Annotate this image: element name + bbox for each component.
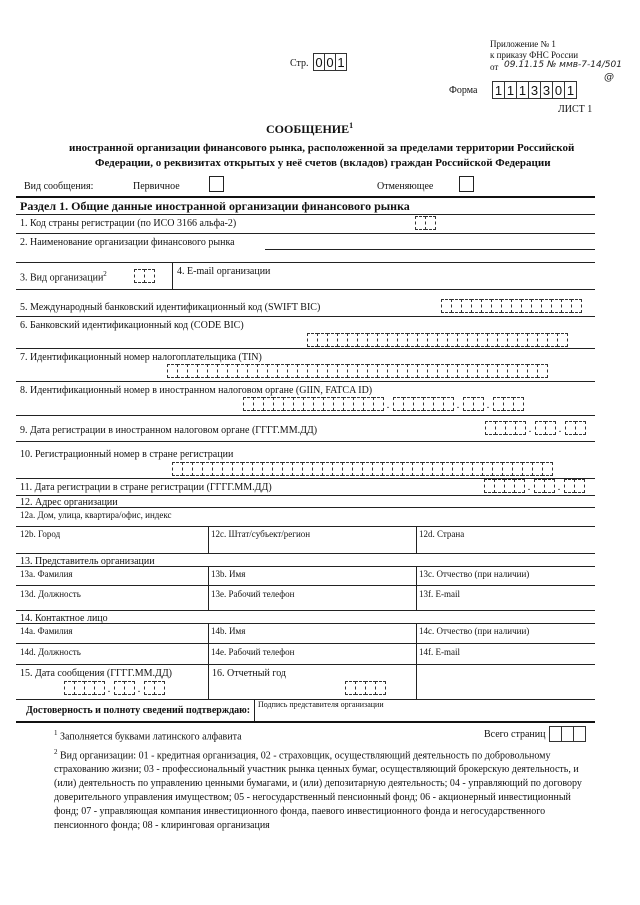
field-14e-label: 14e. Рабочий телефон bbox=[211, 647, 295, 657]
message-type-cancel-label: Отменяющее bbox=[377, 181, 434, 192]
appendix-handwritten-date: 09.11.15 № ммв-7-14/501 bbox=[504, 60, 622, 70]
field-16-year-cells[interactable] bbox=[345, 681, 385, 697]
form-digit: 1 bbox=[564, 81, 577, 99]
field-8-giin-cells[interactable]: . . . bbox=[243, 397, 523, 413]
appendix-line-2: к приказу ФНС России bbox=[490, 50, 579, 60]
message-type-primary-checkbox[interactable] bbox=[209, 176, 224, 192]
row-divider bbox=[16, 553, 595, 554]
footnote-2-line: доверительного управления имуществом; 05 - негосударственный пенсионный фонд; 06 - акционерный инвестиционный bbox=[54, 792, 571, 804]
row-divider bbox=[16, 289, 595, 290]
footnote-2-mark: 2 bbox=[54, 748, 58, 756]
row-divider bbox=[16, 585, 595, 586]
form-digit: 3 bbox=[540, 81, 553, 99]
col-divider bbox=[208, 623, 209, 664]
row-divider bbox=[16, 495, 595, 496]
footnote-2-line: фонд; 07 - управляющая компания инвестиционного фонда, паевого инвестиционного фонда и негосударственного bbox=[54, 806, 546, 818]
appendix-mark: @ bbox=[604, 72, 614, 83]
field-9-date-cells[interactable]: . . bbox=[485, 421, 585, 437]
col-divider bbox=[208, 664, 209, 699]
field-1-label: 1. Код страны регистрации (по ИСО 3166 альфа-2) bbox=[20, 218, 237, 229]
field-16-label: 16. Отчетный год bbox=[212, 668, 287, 679]
form-label: Форма bbox=[449, 85, 478, 96]
footnote-2-line: страхованию жизни; 03 - профессиональный участник рынка ценных бумаг, осуществляющий брокерскую деятельность, и bbox=[54, 764, 579, 776]
title-footnote-mark: 1 bbox=[349, 121, 354, 130]
field-10-label: 10. Регистрационный номер в стране регистрации bbox=[20, 449, 234, 460]
field-14f-label: 14f. E-mail bbox=[419, 647, 460, 657]
total-pages-cells[interactable] bbox=[549, 726, 585, 742]
row-divider bbox=[16, 233, 595, 234]
document-title: СООБЩЕНИЕ$^1$ bbox=[266, 121, 354, 136]
col-divider bbox=[208, 566, 209, 610]
form-digit: 1 bbox=[492, 81, 505, 99]
field-5-label: 5. Международный банковский идентификационный код (SWIFT BIC) bbox=[20, 302, 321, 313]
page-number-cells[interactable] bbox=[313, 53, 346, 71]
footnote-2-line: $^2$ Вид организации: 01 - кредитная организация, 02 - страховщик, осуществляющий деятельность по добровольному bbox=[54, 748, 551, 762]
field-2-label: 2. Наименование организации финансового рынка bbox=[20, 237, 235, 248]
form-digit: 1 bbox=[504, 81, 517, 99]
field-13f-label: 13f. E-mail bbox=[419, 589, 460, 599]
field-3-label: 3. Вид организации$^2$ bbox=[20, 270, 107, 284]
row-divider bbox=[16, 316, 595, 317]
field-14c-label: 14c. Отчество (при наличии) bbox=[419, 626, 530, 636]
field-3-org-type-cells[interactable] bbox=[134, 269, 154, 285]
col-divider bbox=[416, 526, 417, 553]
row-divider bbox=[16, 664, 595, 665]
col-divider bbox=[208, 526, 209, 553]
confirm-label: Достоверность и полноту сведений подтверждаю: bbox=[26, 705, 251, 716]
field-15-date-cells[interactable]: . . bbox=[64, 681, 164, 697]
field-12a-label: 12a. Дом, улица, квартира/офис, индекс bbox=[20, 510, 172, 520]
field-14a-label: 14a. Фамилия bbox=[20, 626, 73, 636]
form-digit: 1 bbox=[516, 81, 529, 99]
row-divider bbox=[16, 566, 595, 567]
row-divider bbox=[16, 348, 595, 349]
row-divider bbox=[16, 610, 595, 611]
section-bottom-rule bbox=[16, 721, 595, 723]
field-8-label: 8. Идентификационный номер в иностранном налоговом органе (GIIN, FATCA ID) bbox=[20, 385, 373, 396]
footnote-1: $^1$ Заполняется буквами латинского алфавита bbox=[54, 729, 242, 743]
sheet-label: ЛИСТ 1 bbox=[558, 104, 593, 115]
field-13-label: 13. Представитель организации bbox=[20, 556, 155, 567]
field-7-tin-cells[interactable] bbox=[167, 364, 547, 380]
field-14-label: 14. Контактное лицо bbox=[20, 613, 108, 624]
signature-label: Подпись представителя организации bbox=[258, 700, 384, 709]
footnote-2-line: (или) деятельность по управлению ценными бумагами, и (или) депозитарную деятельность; 04 - управляющий по договору bbox=[54, 778, 582, 790]
row-divider bbox=[16, 526, 595, 527]
row-divider bbox=[16, 623, 595, 624]
field-11-label: 11. Дата регистрации в стране регистрации (ГГГГ.ММ.ДД) bbox=[20, 482, 272, 493]
appendix-line-3-prefix: от bbox=[490, 62, 499, 72]
message-type-cancel-checkbox[interactable] bbox=[459, 176, 474, 192]
col-divider bbox=[416, 664, 417, 699]
field-1-country-code-cells[interactable] bbox=[415, 216, 435, 232]
total-pages-label: Всего страниц bbox=[484, 729, 546, 740]
footnote-2-line: пенсионного фонда; 08 - клиринговая организация bbox=[54, 820, 270, 832]
field-12b-label: 12b. Город bbox=[20, 529, 61, 539]
field-13d-label: 13d. Должность bbox=[20, 589, 81, 599]
field-13c-label: 13c. Отчество (при наличии) bbox=[419, 569, 530, 579]
footnote-2 bbox=[54, 745, 594, 833]
field-10-regnum-cells[interactable] bbox=[172, 462, 552, 478]
row-divider bbox=[16, 507, 595, 508]
page-label: Стр. bbox=[290, 58, 309, 69]
field-6-code-bic-cells[interactable] bbox=[307, 333, 567, 349]
field-6-label: 6. Банковский идентификационный код (CODE BIC) bbox=[20, 320, 244, 331]
field-4-label: 4. E-mail организации bbox=[177, 266, 271, 277]
message-type-label: Вид сообщения: bbox=[24, 181, 94, 192]
field-14d-label: 14d. Должность bbox=[20, 647, 81, 657]
field-13b-label: 13b. Имя bbox=[211, 569, 246, 579]
field-12d-label: 12d. Страна bbox=[419, 529, 465, 539]
field-7-label: 7. Идентификационный номер налогоплательщика (TIN) bbox=[20, 352, 262, 363]
section1-title: Раздел 1. Общие данные иностранной организации финансового рынка bbox=[20, 199, 410, 213]
page-digit: 0 bbox=[324, 53, 336, 71]
field-15-label: 15. Дата сообщения (ГГГГ.ММ.ДД) bbox=[20, 668, 172, 679]
field-13a-label: 13a. Фамилия bbox=[20, 569, 73, 579]
section-top-rule bbox=[16, 196, 595, 198]
field-2-input-line[interactable] bbox=[265, 249, 595, 250]
row-divider bbox=[16, 643, 595, 644]
field-12-label: 12. Адрес организации bbox=[20, 497, 118, 508]
row-divider bbox=[16, 415, 595, 416]
field-3-footnote-mark: 2 bbox=[103, 270, 107, 278]
page-digit: 1 bbox=[335, 53, 347, 71]
row-divider bbox=[16, 441, 595, 442]
field-9-label: 9. Дата регистрации в иностранном налоговом органе (ГГГГ.ММ.ДД) bbox=[20, 425, 318, 436]
footnote-1-mark: 1 bbox=[54, 729, 58, 737]
appendix-line-1: Приложение № 1 bbox=[490, 39, 556, 49]
row-divider bbox=[16, 381, 595, 382]
col-divider bbox=[172, 263, 173, 289]
signature-area[interactable] bbox=[254, 712, 595, 721]
field-11-date-cells[interactable]: . . bbox=[484, 479, 584, 495]
field-12c-label: 12c. Штат/субъект/регион bbox=[211, 529, 311, 539]
row-divider bbox=[16, 262, 595, 263]
message-type-primary-label: Первичное bbox=[133, 181, 180, 192]
field-5-swift-cells[interactable] bbox=[441, 299, 581, 315]
page-digit: 0 bbox=[313, 53, 325, 71]
form-digit: 3 bbox=[528, 81, 541, 99]
subtitle-line-1: иностранной организации финансового рынка, расположенной за пределами территории Российской bbox=[69, 142, 575, 154]
col-divider bbox=[416, 623, 417, 664]
form-code-cells bbox=[492, 81, 576, 99]
field-14b-label: 14b. Имя bbox=[211, 626, 246, 636]
row-divider bbox=[16, 214, 595, 215]
subtitle-line-2: Федерации, о реквизитах открытых у неё счетов (вкладов) граждан Российской Федерации bbox=[95, 157, 551, 169]
field-13e-label: 13e. Рабочий телефон bbox=[211, 589, 295, 599]
form-digit: 0 bbox=[552, 81, 565, 99]
col-divider bbox=[416, 566, 417, 610]
